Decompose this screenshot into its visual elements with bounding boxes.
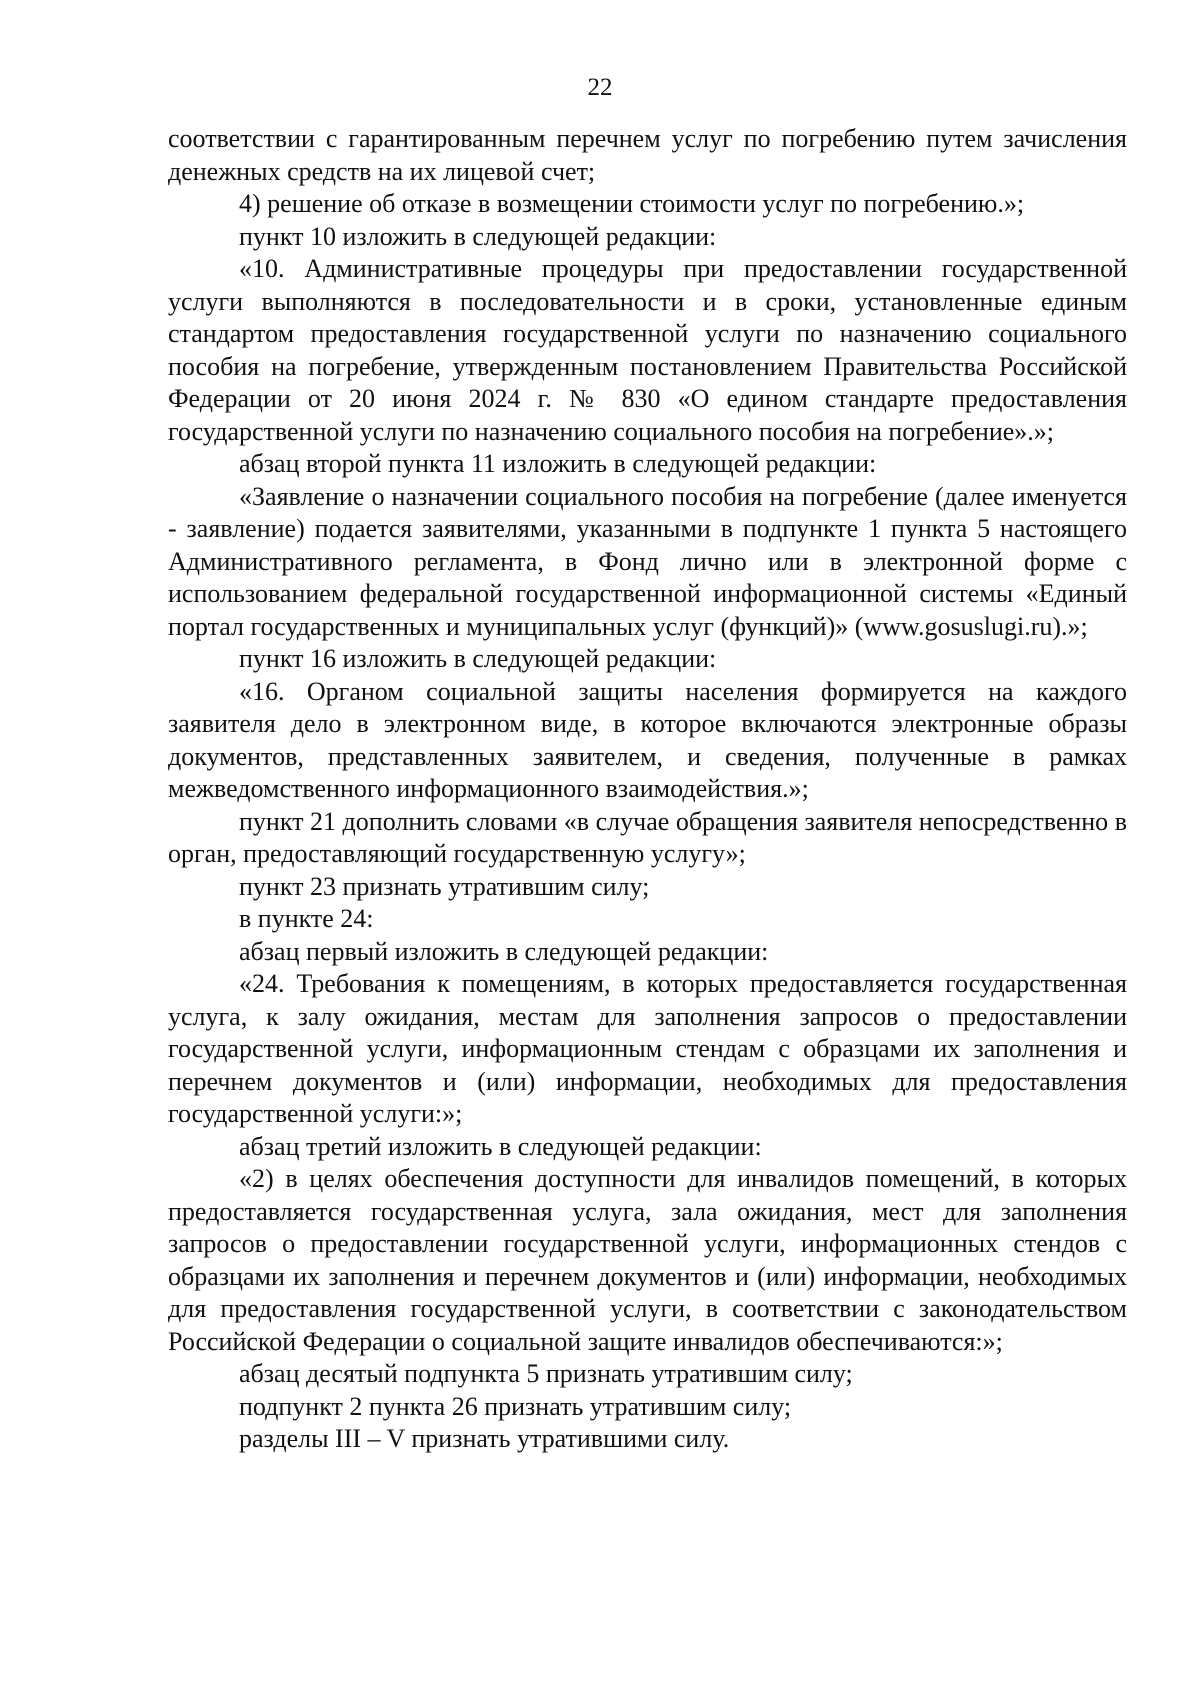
paragraph-point-24-third-text: «2) в целях обеспечения доступности для инвалидов помещений, в которых предоставляется государственная услуга, зала ожидания, мест для заполнения запросов о предоставлении государственной услуги, информационных стендов с образцами их заполнения и перечнем документов и (или) информации, необходимых для предоставления государственной услуги, в соответствии с законодательством Российской Федерации о социальной защите инвалидов обеспечиваются:»; <box>168 1164 1127 1356</box>
paragraph-amend-point-24-first: абзац первый изложить в следующей редакции: <box>239 936 769 966</box>
paragraph-repeal-subpoint-5: абзац десятый подпункта 5 признать утратившим силу; <box>239 1359 853 1388</box>
paragraph-point-11-text: «Заявление о назначении социального пособия на погребение (далее именуется - заявление) подается заявителями, указанными в подпункте 1 пункта 5 настоящего Административного регламента, в Фонд лично или в электронной форме с использованием федеральной государственной информационной системы «Единый портал государственных и муниципальных услуг (функций)» (www.gosuslugi.ru).»; <box>168 481 1127 641</box>
page-number: 22 <box>587 74 613 101</box>
paragraph-repeal-sections: разделы III – V признать утратившими силу. <box>239 1424 730 1453</box>
paragraph-amend-point-21: пункт 21 дополнить словами «в случае обращения заявителя непосредственно в орган, предоставляющий государственную услугу»; <box>168 806 1127 868</box>
document-body <box>168 123 1127 1456</box>
paragraph-point-16-text: «16. Органом социальной защиты населения формируется на каждого заявителя дело в электронном виде, в которое включаются электронные образы документов, представленных заявителем, и сведения, полученные в рамках межведомственного информационного взаимодействия.»; <box>168 676 1127 803</box>
paragraph-item-4-refusal: 4) решение об отказе в возмещении стоимости услуг по погребению.»; <box>239 189 1025 218</box>
paragraph-amend-point-11: абзац второй пункта 11 изложить в следующей редакции: <box>239 449 877 478</box>
paragraph-continuation: соответствии с гарантированным перечнем услуг по погребению путем зачисления денежных средств на их лицевой счет; <box>168 124 1127 186</box>
paragraph-point-24-text: «24. Требования к помещениям, в которых предоставляется государственная услуга, к залу ожидания, местам для заполнения запросов о предоставлении государственной услуги, информационным стендам с образцами их заполнения и перечнем документов и (или) информации, необходимых для предоставления государственной услуги:»; <box>168 969 1127 1128</box>
paragraph-amend-point-10: пункт 10 изложить в следующей редакции: <box>239 221 717 251</box>
paragraph-amend-point-16: пункт 16 изложить в следующей редакции: <box>239 644 717 673</box>
paragraph-point-10-text: «10. Административные процедуры при предоставлении государственной услуги выполняются в последовательности и в сроки, установленные единым стандартом предоставления государственной услуги по назначению социального пособия на погребение, утвержденным постановлением Правительства Российской Федерации от 20 июня 2024 г. № 830 «О едином стандарте предоставления государственной услуги по назначению социального пособия на погребение».»; <box>168 254 1127 446</box>
paragraph-point-24-intro: в пункте 24: <box>239 904 374 933</box>
paragraph-repeal-point-26: подпункт 2 пункта 26 признать утратившим силу; <box>239 1391 792 1421</box>
paragraph-repeal-point-23: пункт 23 признать утратившим силу; <box>239 871 650 901</box>
paragraph-amend-point-24-third: абзац третий изложить в следующей редакции: <box>239 1131 762 1161</box>
